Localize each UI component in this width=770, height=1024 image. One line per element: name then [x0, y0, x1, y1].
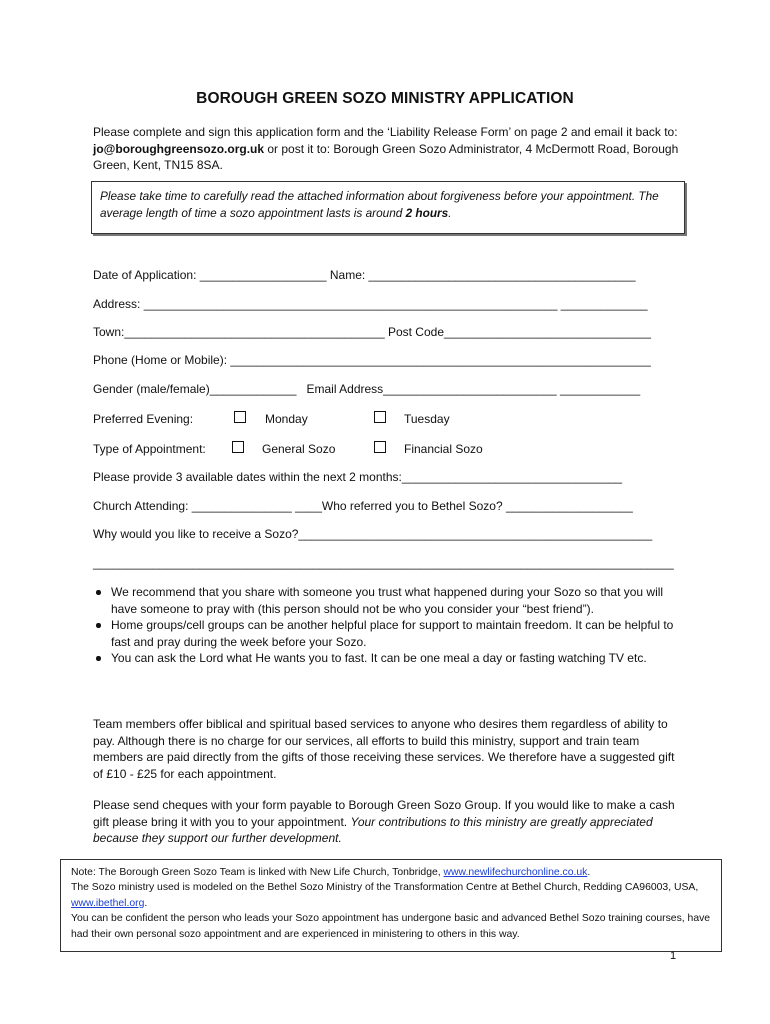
recommendation-list	[93, 584, 678, 667]
date-name-field[interactable]: Date of Application: ___________________ Name: ________________________________________	[93, 268, 636, 282]
newlife-church-link[interactable]: www.newlifechurchonline.co.uk	[443, 867, 588, 878]
note-line-1	[71, 865, 717, 880]
list-item: Home groups/cell groups can be another helpful place for support to maintain freedom. It can be helpful to fast and pray during the week before your Sozo.	[93, 617, 678, 650]
intro-text-2: or post it to: Borough Green Sozo Administrator, 4 McDermott Road, Borough Green, Kent, TN15 8SA.	[93, 141, 679, 172]
team-services-paragraph: Team members offer biblical and spiritual based services to anyone who desires them regardless of ability to pay. Although there is no charge for our services, all efforts to build this ministry, support and train team members are paid directly from the gifts of those receiving these services. We therefore have a suggested gift of £10 - £25 for each appointment.	[93, 717, 675, 781]
phone-field[interactable]: Phone (Home or Mobile): _______________________________________________________________	[93, 353, 651, 367]
general-sozo-label: General Sozo	[262, 442, 336, 456]
town-postcode-field[interactable]: Town:_______________________________________ Post Code_______________________________	[93, 325, 651, 339]
tuesday-label: Tuesday	[404, 412, 450, 426]
note-text-1-end: .	[587, 867, 591, 878]
reason-field[interactable]: Why would you like to receive a Sozo?_____________________________________________________	[93, 527, 653, 541]
financial-sozo-checkbox[interactable]	[374, 441, 386, 453]
list-item: You can ask the Lord what He wants you to fast. It can be one meal a day or fasting watching TV etc.	[93, 650, 678, 667]
church-referral-field[interactable]: Church Attending: _______________ ____Who referred you to Bethel Sozo? ___________________	[93, 499, 633, 513]
contact-email[interactable]: jo@boroughgreensozo.org.uk	[93, 141, 265, 156]
appointment-duration: 2 hours	[405, 205, 449, 220]
financial-sozo-label: Financial Sozo	[404, 442, 483, 456]
available-dates-field[interactable]: Please provide 3 available dates within the next 2 months:_________________________________	[93, 470, 623, 484]
general-sozo-checkbox[interactable]	[232, 441, 244, 453]
notice-text: Please take time to carefully read the attached information about forgiveness before your appointment. The average length of time a sozo appointment lasts is around	[100, 189, 659, 220]
church-note-box	[60, 859, 722, 952]
list-item: We recommend that you share with someone you trust what happened during your Sozo so that you will have someone to pray with (this person should not be who you consider your “best friend”).	[93, 584, 678, 617]
note-line-3: You can be confident the person who leads your Sozo appointment has undergone basic and advanced Bethel Sozo training courses, have had their own personal sozo appointment and are experienced in ministering to others in this way.	[71, 913, 711, 940]
note-text-2-end: .	[144, 897, 148, 909]
cheque-text: Please send cheques with your form payable to Borough Green Sozo Group. If you would like to make a cash gift please bring it with you to your appointment.	[93, 798, 675, 829]
forgiveness-notice-box	[91, 181, 685, 234]
page-number: 1	[670, 950, 677, 962]
intro-text-1: Please complete and sign this application form and the ‘Liability Release Form’ on page 2 and email it back to:	[93, 125, 678, 139]
reason-continuation-line[interactable]: _______________________________________________________________________________________	[93, 556, 674, 570]
notice-end: .	[448, 205, 452, 220]
note-text-1: Note: The Borough Green Sozo Team is linked with New Life Church, Tonbridge,	[71, 867, 444, 878]
preferred-evening-label: Preferred Evening:	[93, 412, 194, 426]
ibethel-link[interactable]: www.ibethel.org	[71, 897, 145, 909]
note-line-2	[71, 880, 717, 911]
page-title: BOROUGH GREEN SOZO MINISTRY APPLICATION	[196, 90, 574, 107]
note-text-2: The Sozo ministry used is modeled on the Bethel Sozo Ministry of the Transformation Centre at Bethel Church, Redding CA96003, USA,	[71, 882, 699, 894]
monday-label: Monday	[265, 412, 308, 426]
address-field[interactable]: Address: ______________________________________________________________ _____________	[93, 297, 648, 311]
tuesday-checkbox[interactable]	[374, 411, 386, 423]
cheque-italic-text: Your contributions to this ministry are greatly appreciated because they support our further development.	[93, 814, 653, 845]
gender-email-field[interactable]: Gender (male/female)_____________ Email Address__________________________ ____________	[93, 382, 641, 396]
monday-checkbox[interactable]	[234, 411, 246, 423]
appointment-type-label: Type of Appointment:	[93, 442, 206, 456]
cheque-paragraph	[93, 797, 678, 847]
intro-paragraph	[93, 124, 683, 174]
